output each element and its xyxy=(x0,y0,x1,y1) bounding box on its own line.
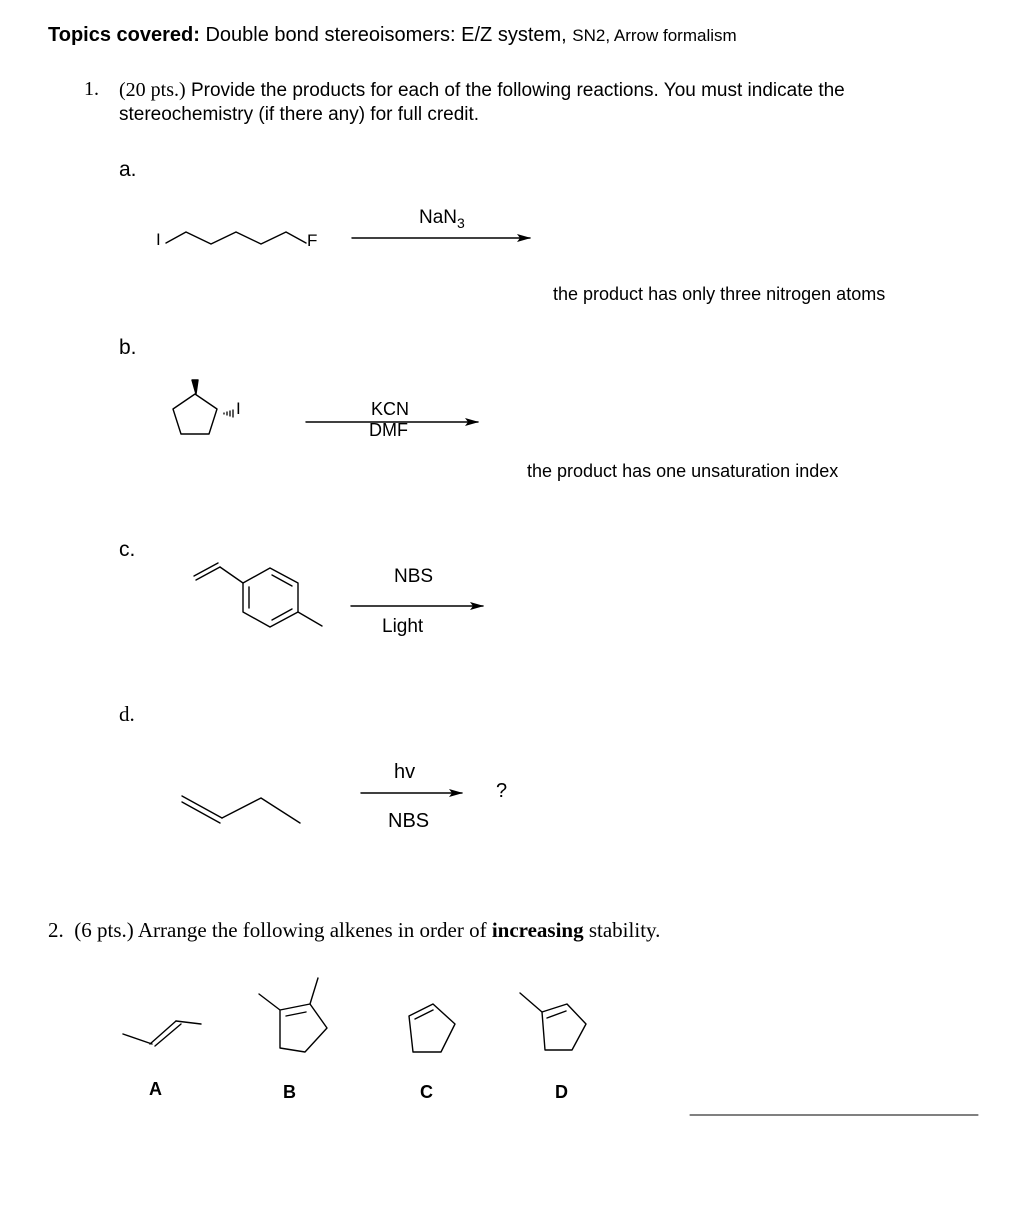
part-b-iodine-atom: I xyxy=(236,399,241,418)
part-b-note: the product has one unsaturation index xyxy=(527,461,839,481)
part-a-label: a. xyxy=(119,158,137,181)
part-a-reagent-main: NaN xyxy=(419,207,458,228)
compound-label-d: D xyxy=(555,1082,568,1102)
part-c-label: c. xyxy=(119,538,136,561)
question2-text-after: stability. xyxy=(588,918,661,942)
compound-a-structure xyxy=(123,1021,201,1046)
part-c-ring-double-bond-2 xyxy=(272,575,292,586)
compound-label-a: A xyxy=(149,1079,162,1099)
part-b-reagent-bottom: DMF xyxy=(369,420,408,440)
part-b-label: b. xyxy=(119,336,137,359)
question1-text: Provide the products for each of the following reactions. You must indicate the stereochemistry (if there any) for full credit. xyxy=(119,80,845,125)
topics-small: SN2, Arrow formalism xyxy=(572,26,737,45)
question2-points: (6 pts.) xyxy=(74,918,134,942)
part-a-note: the product has only three nitrogen atoms xyxy=(553,284,886,304)
part-c-reagent-bottom: Light xyxy=(382,616,424,637)
part-a-fluorine-atom: F xyxy=(307,231,318,250)
part-d-double-bond-1 xyxy=(182,796,222,818)
part-d-reagent-bottom: NBS xyxy=(388,810,430,832)
question2-text-before: Arrange the following alkenes in order of xyxy=(137,918,487,942)
part-c-vinyl-bond xyxy=(220,567,243,583)
part-d-label: d. xyxy=(119,702,135,726)
part-b-reagent-top: KCN xyxy=(371,399,410,419)
part-b-cyclopentane xyxy=(173,394,217,434)
part-c-ring-double-bond-3 xyxy=(272,609,292,620)
topics-main: Double bond stereoisomers: E/Z system, xyxy=(205,24,567,46)
part-d-double-bond-2 xyxy=(182,802,220,823)
question2-number: 2. xyxy=(48,918,64,942)
part-b-wedge-bond xyxy=(192,380,198,394)
topics-label: Topics covered: xyxy=(48,24,200,46)
compound-b-structure xyxy=(259,978,327,1052)
compound-c-structure xyxy=(409,1004,455,1052)
part-c-methyl-bond xyxy=(298,612,322,626)
compound-label-b: B xyxy=(283,1082,296,1102)
compound-d-structure xyxy=(520,993,586,1050)
question1-points: (20 pts.) xyxy=(119,79,186,101)
part-c-benzene-ring xyxy=(243,568,298,627)
part-d-chain xyxy=(222,798,300,823)
part-a-chain xyxy=(166,232,306,244)
question1-number: 1. xyxy=(84,78,99,100)
part-d-reagent-top: hv xyxy=(394,761,416,783)
part-c-reagent-top: NBS xyxy=(394,566,434,587)
question2-text-bold: increasing xyxy=(491,918,584,942)
part-a-reagent-subscript: 3 xyxy=(457,214,465,231)
part-d-product-unknown: ? xyxy=(496,780,508,802)
compound-label-c: C xyxy=(420,1082,433,1102)
part-b-hash-bond xyxy=(224,410,233,417)
part-a-iodine-atom: I xyxy=(156,230,161,249)
